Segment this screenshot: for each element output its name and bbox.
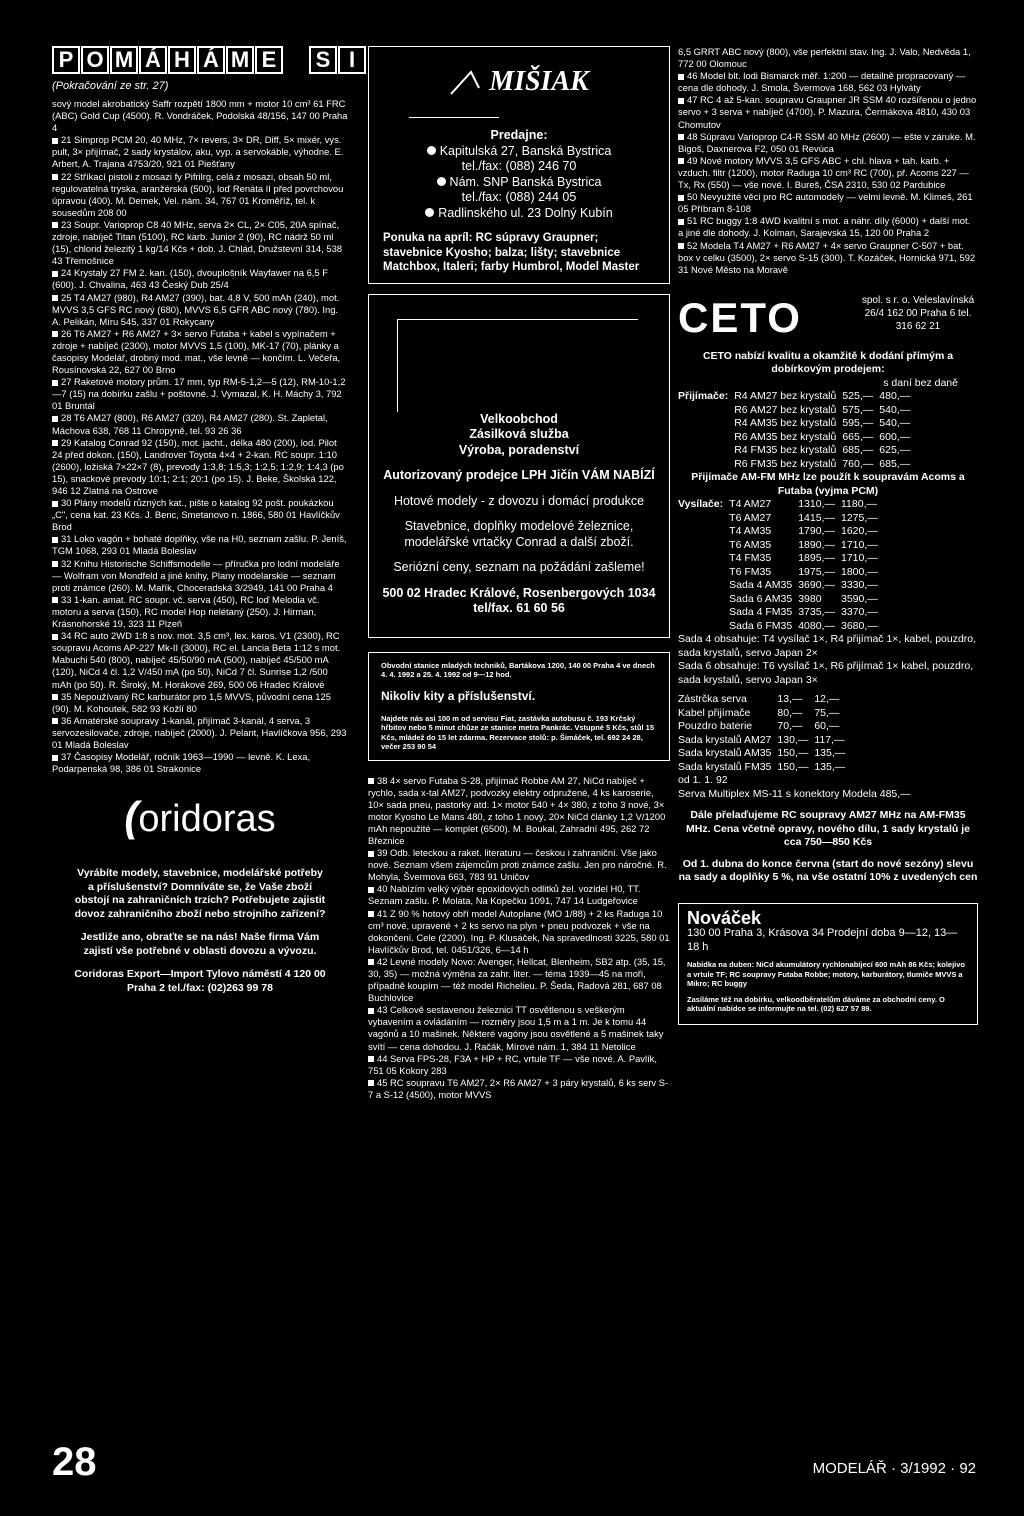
- table-cell: 70,—: [777, 720, 803, 733]
- novacek-info: Zasíláme též na dobírku, velkoodběratelům dáváme za obchodní ceny. O aktuální nabídce se informujte na tel. (02) 627 57 89.: [687, 994, 945, 1014]
- table-cell: 1790,—: [798, 525, 835, 538]
- table-cell: T6 AM27: [729, 511, 772, 524]
- nikolov-title: Nikoliv kity a příslušenství.: [381, 688, 536, 703]
- classified-ad: 27 Raketové motory prům. 17 mm, typ RM-5-1,2—5 (12), RM-10-1,2—7 (15) na dobírku zašlu + poštovné. J. Vymazal, K. H. Máchy 3, 792 01 Bruntál: [52, 376, 346, 412]
- table-cell: 3980: [798, 592, 822, 605]
- table-cell: R4 FM35 bez krystalů: [734, 444, 837, 457]
- bullet-square-icon: [52, 718, 58, 724]
- classified-ad: 50 Nevyužité věci pro RC automodely — velmi levně. M. Klimeš, 261 05 Příbram 8-108: [678, 191, 973, 215]
- misak-shops: [409, 128, 629, 221]
- bullet-square-icon: [368, 1056, 374, 1062]
- misak-shops-label: Predajne:: [490, 128, 548, 142]
- coridoras-ad: [52, 793, 348, 995]
- table-row: [678, 606, 884, 620]
- bullet-square-icon: [678, 134, 684, 140]
- classified-ad: 21 Simprop PCM 20, 40 MHz, 7× revers, 3× DR, Diff, 5× mixér, vys. pult, 3× přijímač, 2 sady krystálov, aku, vyp. a servokáble, výhodne. E. Arbert, A. Trajana 4753/20, 921 01 Piešťany: [52, 134, 344, 170]
- table-cell: 1800,—: [840, 565, 878, 578]
- bullet-square-icon: [52, 755, 58, 761]
- table-cell: T4 AM35: [729, 525, 772, 538]
- misak-shop: Kapitulská 27, Banská Bystrica: [409, 144, 629, 160]
- table-cell: Sada krystalů AM27: [678, 733, 772, 746]
- table-row: [678, 431, 916, 445]
- misak-tel: tel./fax: (088) 244 05: [461, 190, 577, 204]
- bullet-square-icon: [368, 778, 374, 784]
- title-letter: M: [110, 46, 138, 74]
- classified-ad: 43 Celkově sestavenou železnici TT osvětlenou s veškerým vybavením a ovládáním — rozměry jsou 1,5 m a 1 m. Je k tomu 44 vagónů a 10 mašinek. Některé vagóny jsou osvětlené a 5 mašinek taky svítí — cena dohodou. J. Račák, Mírové nám. 1, 384 11 Netolice: [368, 1004, 664, 1052]
- table-cell: 150,—: [777, 760, 809, 773]
- column-2: [368, 46, 670, 1101]
- table-cell: Pouzdro baterie: [678, 720, 753, 733]
- column-3: [678, 46, 978, 1025]
- table-row: [678, 539, 884, 553]
- coridoras-logo: (oridoras: [124, 793, 276, 841]
- bullet-square-icon: [52, 295, 58, 301]
- ceto-offer: Dále přelaďujeme RC soupravy AM27 MHz na AM-FM35 MHz. Cena včetně opravy, nového dílu, 1 sady krystalů je cca 750—850 Kčs: [686, 809, 970, 849]
- bullet-square-icon: [52, 634, 58, 640]
- table-row: [678, 390, 916, 404]
- coridoras-c-icon: (: [124, 793, 139, 841]
- novacek-logo: Nováček: [687, 907, 762, 928]
- table-cell: 3680,—: [840, 619, 878, 632]
- ceto-misc-table: [678, 693, 851, 774]
- classified-ad: 30 Plány modelů různých kat., pište o katalog 92 pošt. poukázkou „C", cena kat. 23 Kčs. J. Benc, Smetanovo n. 1866, 580 01 Havlíčkův Brod: [52, 497, 340, 533]
- table-cell: 135,—: [814, 760, 846, 773]
- table-cell: 1895,—: [798, 552, 835, 565]
- table-cell: R4 AM27 bez krystalů: [734, 390, 837, 403]
- bullet-square-icon: [678, 98, 684, 104]
- table-cell: Kabel přijímače: [678, 706, 751, 719]
- bullet-square-icon: [52, 380, 58, 386]
- table-cell: 525,—: [842, 390, 874, 403]
- lph-line: Velkoobchod Zásilková služba Výroba, poradenství: [458, 411, 580, 457]
- novacek-header: [687, 907, 969, 955]
- table-cell: Sada 4 AM35: [729, 579, 793, 592]
- classified-ad: 23 Soupr. Varioprop C8 40 MHz, serva 2× CL, 2× C05, 20A spínač, zdroje, nabíječ Titan (5100), RC karb. Junior 2 (90), RC nádrž 50 ml (15), chlorid železitý 1 kg/14 Kčs + dob. J. Chlád, Družstevní 314, 538 43 Třemošnice: [52, 218, 342, 267]
- coridoras-text: [74, 867, 326, 995]
- bullet-dot-icon: [425, 208, 434, 217]
- classified-ad: 51 RC buggy 1:8 4WD kvalitní s mot. a náhr. díly (6000) + další mot. a jiné dle dohody. J. Kolman, Sarajevská 15, 120 00 Praha 2: [678, 215, 971, 239]
- lph-logo-frame: [397, 319, 638, 412]
- classified-ad: 48 Súpravu Varioprop C4-R SSM 40 MHz (2600) — ešte v záruke. M. Bigoš, Daxnerova F2, 050 01 Revúca: [678, 130, 976, 154]
- bullet-square-icon: [52, 561, 58, 567]
- table-cell: Sada krystalů FM35: [678, 760, 772, 773]
- table-cell: 1310,—: [798, 498, 835, 511]
- ceto-tax-header: s daní bez daně: [883, 376, 958, 389]
- table-row: [678, 693, 851, 707]
- misak-logo: MIŠIAK: [369, 47, 669, 117]
- lph-dealer: Autorizovaný prodejce LPH Jičín VÁM NABÍZÍ: [383, 468, 655, 482]
- bullet-square-icon: [52, 174, 58, 180]
- table-cell: 150,—: [777, 747, 809, 760]
- nikolov-ad: [368, 652, 670, 761]
- table-cell: 1710,—: [840, 538, 878, 551]
- table-row: [678, 525, 884, 539]
- table-cell: T6 AM35: [729, 538, 772, 551]
- classified-ad: 29 Katalog Conrad 92 (150), mot. jacht., délka 480 (200), lod. Pilot 24 před dokon. (150), Landrover Toyota 4×4 + 2-kan. RC soupr. 1:10 (2600), ložiská 7×22×7 (8), prevody 1:3,8; 1:5,3; 1:2,5; 1:2,9; 1:4,3 (po 15), snackové prevody 10:1; 2:1; 20:1 (po 15). J. Beke, Školská 122, 946 12 Zlatná na Ostrove: [52, 436, 344, 496]
- misak-shop: Nám. SNP Banská Bystrica: [409, 175, 629, 191]
- table-row: [678, 552, 884, 566]
- misak-offer: Ponuka na apríl: RC súpravy Graupner; stavebnice Kyosho; balza; lišty; stavebnice Matchbox, Italeri; farby Humbrol, Model Master: [383, 232, 640, 273]
- bullet-square-icon: [52, 440, 58, 446]
- ceto-receivers-label: Přijímače:: [678, 390, 729, 403]
- title-letter: O: [81, 46, 109, 74]
- ceto-discount: Od 1. dubna do konce června (start do nové sezóny) slevu na sady a doplňky 5 %, na vše ostatní 10% z uvedených cen: [678, 857, 978, 884]
- bullet-square-icon: [678, 195, 684, 201]
- misak-divider: [409, 117, 499, 118]
- title-spacer: [284, 46, 308, 74]
- table-cell: 665,—: [842, 430, 874, 443]
- table-cell: 3735,—: [798, 606, 835, 619]
- ceto-receivers-table: [678, 390, 916, 471]
- table-cell: T4 AM27: [729, 498, 772, 511]
- ceto-amfm-note: Přijímače AM-FM MHz lze použít k soupravám Acoms a Futaba (vyjma PCM): [691, 471, 965, 497]
- table-row: [678, 707, 851, 721]
- column-1: [52, 46, 356, 1005]
- bullet-square-icon: [678, 243, 684, 249]
- bullet-square-icon: [368, 1080, 374, 1086]
- classified-list-1: [52, 98, 348, 775]
- table-cell: T4 FM35: [729, 552, 772, 565]
- page-number: 28: [52, 1440, 97, 1484]
- classified-ad: sový model akrobatický Saffr rozpětí 1800 mm + motor 10 cm³ 61 FRC (ABC) Gold Cup (4500). R. Vondráček, Podolská 48/156, 147 00 Praha 4: [52, 98, 348, 134]
- bullet-square-icon: [52, 501, 58, 507]
- classified-ad: 45 RC soupravu T6 AM27, 2× R6 AM27 + 3 páry krystalů, 6 ks serv S-7 a S-12 (4500), motor MVVS: [368, 1076, 669, 1100]
- table-cell: 1275,—: [840, 511, 878, 524]
- table-cell: Sada krystalů AM35: [678, 747, 772, 760]
- table-cell: 760,—: [842, 457, 874, 470]
- table-cell: 1180,—: [840, 498, 877, 511]
- classified-ad: 37 Časopisy Modelář, ročník 1963—1990 — levně. K. Lexa, Podarpenská 98, 386 01 Strakonice: [52, 751, 311, 775]
- misak-swoosh-icon: [449, 64, 489, 100]
- bullet-square-icon: [52, 537, 58, 543]
- classified-list-3: [678, 46, 978, 276]
- table-row: [678, 579, 884, 593]
- bullet-square-icon: [678, 74, 684, 80]
- table-cell: 540,—: [879, 403, 911, 416]
- table-row: [678, 498, 884, 512]
- classified-ad: 47 RC 4 až 5-kan. soupravu Graupner JR SSM 40 rozšířenou o jedno servo + 3 serva + nabíječ (4700). P. Mazura, Čermákova 4810, 430 03 Chomutov: [678, 94, 977, 130]
- section-title: [52, 46, 356, 74]
- ceto-transmitters-label: Vysílače:: [678, 498, 724, 511]
- table-cell: 1415,—: [798, 511, 835, 524]
- table-row: [678, 761, 851, 775]
- table-cell: R6 AM27 bez krystalů: [734, 403, 837, 416]
- table-cell: 117,—: [814, 733, 845, 746]
- table-cell: R6 FM35 bez krystalů: [734, 457, 837, 470]
- classified-ad: 34 RC auto 2WD 1:8 s nov. mot. 3,5 cm³, lex. karos. V1 (2300), RC soupravu Acoms AP-227 Mk-II (3000), RC el. Lancia Beta 1:12 s mot. Mabuchi 540 (800), nabíječ 45/50/90 mA (500), nabíječ 45/500 mA (120), NiCd 4 čl. 1,2 V/450 mA (po 50), NiCd 7 čl. Sunrise 1,2 /500 mAh (po 50). R. Široký, M. Horákové 269, 500 06 Hradec Králové: [52, 630, 341, 690]
- bullet-square-icon: [678, 219, 684, 225]
- classified-ad: 33 1-kan. amat. RC soupr. vč. serva (450), RC loď Melodia vč. motoru a serva (150), RC model Hop nelétaný (250). J. Hirman, Krásnohorské 19, 323 11 Plzeň: [52, 593, 320, 630]
- ceto-ad: [678, 350, 978, 885]
- bullet-dot-icon: [437, 177, 446, 186]
- table-cell: 685,—: [879, 457, 911, 470]
- title-letter: Á: [197, 46, 225, 74]
- classified-ad: 52 Modela T4 AM27 + R6 AM27 + 4× servo Graupner C-507 + bat. box v celku (3500), 2× servo S-15 (300). T. Kozáček, Hornická 971, 592 31 Nové Město na Moravě: [678, 239, 976, 275]
- coridoras-address: Coridoras Export—Import Tylovo náměstí 4 120 00 Praha 2 tel./fax: (02)263 99 78: [74, 968, 326, 994]
- classified-ad: 36 Amatérské soupravy 1-kanál, přijímač 3-kanál, 4 serva, 3 servozesilovače, zdroje, nabíječ (2000). J. Pelant, Havlíčkova 956, 293 01 Mladá Boleslav: [52, 714, 347, 750]
- bullet-square-icon: [52, 331, 58, 337]
- nikolov-bottom: Najdete nás asi 100 m od servisu Fiat, zastávka autobusu č. 193 Krčský hřbitov nebo 5 minut chůze ze stanice metra Pankrác. Vstupné 5 Kčs, stůl 15 Kčs, mládež do 15 let zdarma. Rezervace stolů: p. Šimáček, tel. 692 24 28, večer 253 90 54: [381, 713, 654, 751]
- bullet-square-icon: [368, 887, 374, 893]
- classified-ad: 25 T4 AM27 (980), R4 AM27 (390), bat. 4,8 V, 500 mAh (240), mot. MVVS 3,5 GFS RC nový (680), MVVS 6,5 GFR ABC nový (780). Ing. A. Pelikán, Míru 545, 337 01 Rokycany: [52, 291, 340, 327]
- ceto-header: [678, 294, 978, 342]
- table-row: [678, 512, 884, 526]
- table-cell: 80,—: [777, 706, 803, 719]
- bullet-square-icon: [368, 959, 374, 965]
- ceto-address: spol. s r. o. Veleslavínská 26/4 162 00 Praha 6 tel. 316 62 21: [861, 294, 975, 332]
- classified-ad: 49 Nové motory MVVS 3,5 GFS ABC + chl. hlava + tah. karb. + vzduch. filtr (1200), motor Raduga 10 cm³ RC (700), př. Acoms 227 — Tx, Rx (550) — vše nové. I. Bureš, ČSA 2310, 530 02 Pardubice: [678, 154, 969, 191]
- bullet-dot-icon: [427, 146, 436, 155]
- classified-ad: 22 Stříkací pistoli z mosazi fy Pifrilrg, celá z mosazi, obsah 50 ml, regulovatelná tryska, aranžérská (500), loď Renáta II před povrchovou úpravou (400). M. Demek, Vel. nám. 34, 767 01 Kroměříž, tel. k sousedům 208 00: [52, 170, 344, 218]
- table-cell: 1620,—: [840, 525, 878, 538]
- bullet-square-icon: [52, 416, 58, 422]
- nikolov-top: Obvodní stanice mladých techniků, Bartákova 1200, 140 00 Praha 4 ve dnech 4. 4. 1992 a 25. 4. 1992 od 9—12 hod.: [381, 660, 655, 679]
- lph-prices: Seriózní ceny, seznam na požádání zašleme!: [393, 560, 645, 574]
- bullet-square-icon: [52, 138, 58, 144]
- classified-ad: 35 Nepoužívaný RC karburátor pro 1,5 MVVS, původní cena 125 (90). M. Kohoutek, 582 93 Kožlí 80: [52, 690, 331, 714]
- coridoras-question: Vyrábíte modely, stavebnice, modelářské potřeby a příslušenství? Domníváte se, že Vaše zboží obstojí na zahraničních trzích? Potřebujete zajistit dovoz zahraničního zboží nebo strojního zařízení?: [74, 867, 326, 920]
- classified-ad: 42 Levné modely Novo: Avenger, Hellcat, Blenheim, SB2 atp. (35, 15, 30, 35) — možná výměna za zahr. liter. — téma 1939—45 na moři, případně koupím — též model Richelieu. P. Šeda, Radová 281, 687 08 Buchlovice: [368, 955, 666, 1004]
- lph-ad: [368, 294, 670, 638]
- table-row: [678, 458, 916, 472]
- table-cell: Sada 6 AM35: [729, 592, 793, 605]
- table-cell: 595,—: [842, 417, 874, 430]
- table-row: [678, 620, 884, 634]
- classified-ad: 6,5 GRRT ABC nový (800), vše perfektní stav. Ing. J. Valo, Nedvěda 1, 772 00 Olomouc: [678, 46, 971, 70]
- table-cell: 575,—: [842, 403, 874, 416]
- table-row: [678, 593, 884, 607]
- title-letter: Á: [139, 46, 167, 74]
- table-cell: 4080,—: [798, 619, 835, 632]
- classified-ad: 46 Model blt. lodi Bismarck měř. 1:200 — detailně propracovaný — cena dle dohody. J. Smola, Švermova 168, 562 03 Hylváty: [678, 70, 966, 94]
- novacek-offer: Nabídka na duben: NiCd akumulátory rychlonabíjecí 600 mAh 86 Kčs; kolejivo a vrtule TF; RC soupravy Futaba Robbe; motory, karburátory, tlumiče MVVS a Mikro; RC buggy: [687, 960, 965, 989]
- title-letter: H: [168, 46, 196, 74]
- classified-ad: 40 Nabízím velký výběr epoxidových odlitků žel. vozidel H0, TT. Seznam zašlu. P. Molata, Na Kopečku 1091, 747 14 Ludgeřovice: [368, 883, 641, 907]
- classified-list-2: [368, 775, 670, 1102]
- table-cell: Sada 4 FM35: [729, 606, 793, 619]
- title-letter: I: [338, 46, 366, 74]
- table-cell: 1975,—: [798, 565, 835, 578]
- table-cell: 12,—: [814, 693, 840, 706]
- table-row: [678, 404, 916, 418]
- lph-products: Hotové modely - z dovozu i domácí produkce: [393, 493, 645, 508]
- lph-address: 500 02 Hradec Králové, Rosenbergových 1034 tel/fax. 61 60 56: [382, 585, 656, 615]
- title-letter: E: [255, 46, 283, 74]
- continued-note: (Pokračování ze str. 27): [52, 80, 169, 92]
- table-cell: 540,—: [879, 417, 911, 430]
- classified-ad: 31 Loko vagón + bohaté doplňky, vše na H0, seznam zašlu. P. Jeníš, TGM 1068, 293 01 Mladá Boleslav: [52, 533, 347, 557]
- table-row: [678, 566, 884, 580]
- ceto-transmitters-table: [678, 498, 884, 633]
- table-row: [678, 444, 916, 458]
- table-cell: Sada 6 FM35: [729, 619, 793, 632]
- table-cell: 3370,—: [840, 606, 878, 619]
- classified-ad: 28 T6 AM27 (800), R6 AM27 (320), R4 AM27 (280). St. Zapletal, Máchova 638, 768 11 Chropyně, tel. 93 26 36: [52, 412, 328, 436]
- table-cell: R4 AM35 bez krystalů: [734, 417, 837, 430]
- classified-ad: 41 Z 90 % hotový obří model Autoplane (MO 1/88) + 2 ks Raduga 10 cm³ nové, upravené + 2 ks servo na plyn + pneu podvozek + vše na dokončení. Cele (2200). Ing. P. Klusáček, Na spravedlnosti 3225, 580 01 Havlíčkův Brod, tel. 0451/326, 6—14 h: [368, 907, 670, 955]
- table-cell: T6 FM35: [729, 565, 772, 578]
- ceto-set6: Sada 6 obsahuje: T6 vysílač 1×, R6 přijímač 1× kabel, pouzdro, sada krystalů, servo Japan 3×: [678, 660, 974, 686]
- table-row: [678, 720, 851, 734]
- misak-ad: [368, 46, 670, 284]
- classified-ad: 38 4× servo Futaba S-28, přijímač Robbe AM 27, NiCd nabíječ + rychlo, sada x-tal AM27, podvozky elektry odpružené, 4 ks karoserie, 10× sada pneu, pastorky atd. 1× motor 540 + 4× 380, z toho 3 nové, 3× motor Kyosho Le Mans 480, z toho 1 nový, 20× NiCd články 1,2 V/1200 mAh nepoužité — komplet (6500). M. Boukal, Zahradní 495, 262 72 Březnice: [368, 774, 666, 846]
- title-letter: M: [226, 46, 254, 74]
- coridoras-answer: Jestliže ano, obraťte se na nás! Naše firma Vám zajistí vše potřebné v oblasti dovozu a vývozu.: [80, 931, 320, 957]
- table-cell: 1890,—: [798, 538, 835, 551]
- table-cell: 685,—: [842, 444, 874, 457]
- table-cell: 60,—: [814, 720, 840, 733]
- ceto-servo: Serva Multiplex MS-11 s konektory Modela 485,—: [678, 787, 911, 800]
- lph-kits: Stavebnice, doplňky modelové železnice, modelářské vrtačky Conrad a další zboží.: [404, 519, 634, 549]
- title-letter: S: [309, 46, 337, 74]
- bullet-square-icon: [52, 694, 58, 700]
- ceto-from-date: od 1. 1. 92: [678, 774, 728, 787]
- table-cell: 130,—: [777, 733, 809, 746]
- table-row: [678, 747, 851, 761]
- bullet-square-icon: [368, 911, 374, 917]
- issue-reference: MODELÁŘ · 3/1992 · 92: [812, 1460, 976, 1477]
- table-cell: 13,—: [777, 693, 803, 706]
- table-cell: R6 AM35 bez krystalů: [734, 430, 837, 443]
- table-cell: 3590,—: [840, 592, 878, 605]
- table-cell: 3330,—: [840, 579, 878, 592]
- bullet-square-icon: [52, 222, 58, 228]
- table-cell: 135,—: [814, 747, 846, 760]
- title-letter: P: [52, 46, 80, 74]
- bullet-square-icon: [52, 597, 58, 603]
- novacek-ad: [678, 903, 978, 1025]
- table-row: [678, 734, 851, 748]
- ceto-logo: CETO: [678, 293, 802, 341]
- table-cell: 480,—: [879, 390, 911, 403]
- bullet-square-icon: [368, 1008, 374, 1014]
- bullet-square-icon: [368, 851, 374, 857]
- table-cell: 600,—: [879, 430, 911, 443]
- bullet-square-icon: [52, 271, 58, 277]
- classified-ad: 39 Odb. leteckou a raket. literaturu — českou i zahraniční. Vše jako nové. Seznam všem zájemcům proti známce zašlu. Jen pro náročné. R. Mohyla, Švermova 663, 783 91 Uničov: [368, 847, 667, 883]
- table-cell: 75,—: [814, 706, 840, 719]
- misak-shop: Radlinského ul. 23 Dolný Kubín: [409, 206, 629, 222]
- table-cell: 1710,—: [840, 552, 878, 565]
- table-cell: 3690,—: [798, 579, 835, 592]
- classified-ad: 24 Krystaly 27 FM 2. kan. (150), dvouplošník Wayfawer na 6,5 F (600). J. Chvalina, 463 43 Český Dub 25/4: [52, 267, 328, 291]
- ceto-set4: Sada 4 obsahuje: T4 vysílač 1×, R4 přijímač 1×, kabel, pouzdro, sada krystalů, servo Japan 2×: [678, 633, 977, 659]
- classified-ad: 32 Knihu Historische Schiffsmodelle — příručka pro lodní modeláře — Wolfram von Mondfeld a jiné knihy, Plany modelarskie — seznam proti známce (260). M. Mařík, Choceradská 3/2949, 141 00 Praha 4: [52, 557, 340, 593]
- classified-ad: 44 Serva FPS-28, F3A + HP + RC, vrtule TF — vše nové. A. Pavlík, 751 05 Kokory 283: [368, 1052, 657, 1076]
- table-cell: Zástrčka serva: [678, 693, 747, 706]
- misak-tel: tel./fax: (088) 246 70: [461, 159, 577, 173]
- bullet-square-icon: [678, 158, 684, 164]
- table-cell: 625,—: [879, 444, 911, 457]
- ceto-intro: CETO nabízí kvalitu a okamžitě k dodání přímým a dobírkovým prodejem:: [702, 349, 954, 376]
- novacek-address: 130 00 Praha 3, Krásova 34 Prodejní doba 9—12, 13—18 h: [687, 927, 958, 954]
- lph-text: [369, 412, 669, 637]
- table-row: [678, 417, 916, 431]
- classified-ad: 26 T6 AM27 + R6 AM27 + 3× servo Futaba + kabel s vypínačem + zdroje + nabíječ (2300), motor MVVS 1,5 (100), MK-17 (70), plánky a časopisy Modelář, drobný mod. mat., vše levně — končím. L. Večeřa, Rousínovská 22, 627 00 Brno: [52, 327, 341, 376]
